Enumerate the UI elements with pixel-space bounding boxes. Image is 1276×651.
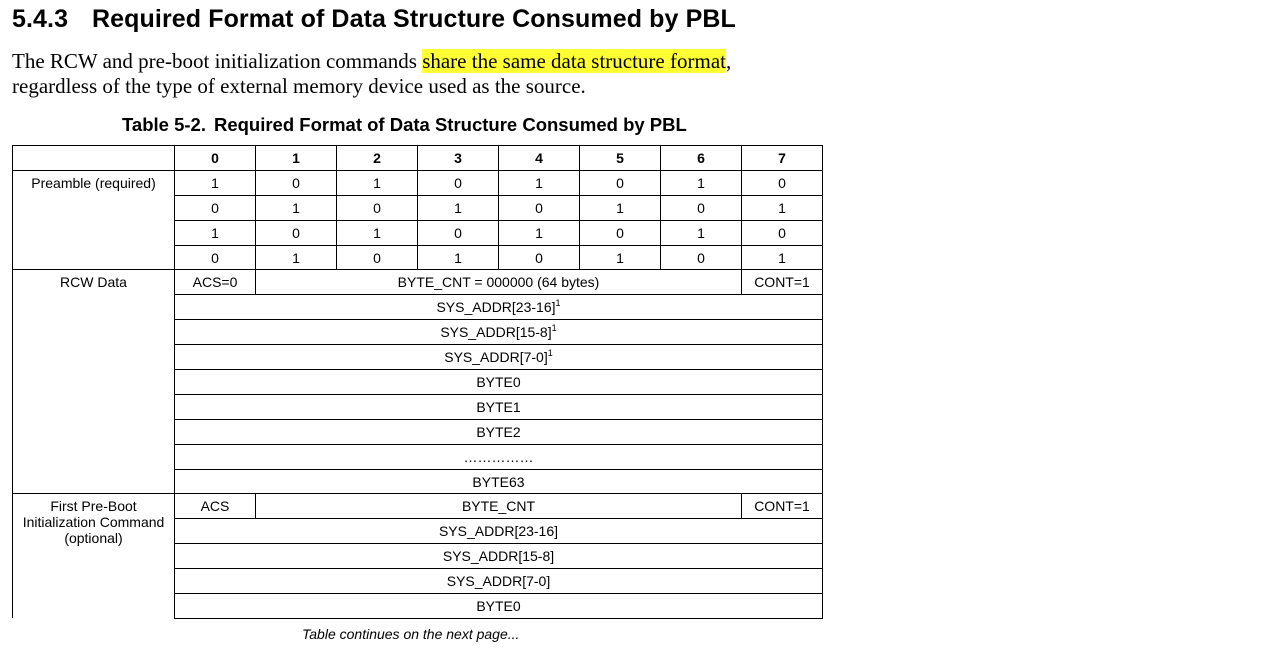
bit-cell: 1 <box>418 245 499 270</box>
bit-cell: 0 <box>499 195 580 220</box>
cmd-data-cell: SYS_ADDR[7-0] <box>175 569 823 594</box>
byte-cnt-cell: BYTE_CNT = 000000 (64 bytes) <box>256 270 742 295</box>
cmd-data-cell: SYS_ADDR[23-16] <box>175 519 823 544</box>
bit-cell: 1 <box>499 220 580 245</box>
highlighted-text[interactable]: share the same data structure format <box>422 49 726 73</box>
acs-cell: ACS <box>175 494 256 519</box>
pbl-format-table <box>12 145 823 619</box>
preamble-label: Preamble (required) <box>13 170 175 270</box>
rcw-data-cell: BYTE2 <box>175 419 823 444</box>
bit-cell: 0 <box>661 195 742 220</box>
rcw-data-cell <box>175 320 823 345</box>
footnote-mark: 1 <box>551 323 557 334</box>
header-cell-corner <box>13 146 175 171</box>
bit-cell: 1 <box>256 195 337 220</box>
rcw-data-text: SYS_ADDR[23-16] <box>436 299 556 316</box>
cont-cell: CONT=1 <box>742 270 823 295</box>
bit-cell: 1 <box>661 220 742 245</box>
cmd-data-cell: BYTE0 <box>175 594 823 619</box>
rcw-data-cell <box>175 295 823 320</box>
cont-cell: CONT=1 <box>742 494 823 519</box>
byte-cnt-cell: BYTE_CNT <box>256 494 742 519</box>
first-cmd-label: First Pre-Boot Initialization Command (optional) <box>13 494 175 618</box>
header-cell-bit: 3 <box>418 146 499 171</box>
bit-cell: 1 <box>337 220 418 245</box>
bit-cell: 0 <box>418 220 499 245</box>
bit-cell: 1 <box>661 170 742 195</box>
bit-cell: 0 <box>742 220 823 245</box>
cmd-data-cell: SYS_ADDR[15-8] <box>175 544 823 569</box>
bit-cell: 0 <box>580 170 661 195</box>
bit-cell: 0 <box>418 170 499 195</box>
section-heading <box>12 5 736 34</box>
bit-cell: 1 <box>256 245 337 270</box>
bit-cell: 0 <box>580 220 661 245</box>
table-continues-note: Table continues on the next page... <box>302 626 520 642</box>
rcw-data-cell: BYTE1 <box>175 394 823 419</box>
table-title: Required Format of Data Structure Consumed by PBL <box>213 114 687 135</box>
bit-cell: 1 <box>580 195 661 220</box>
bit-cell: 0 <box>337 195 418 220</box>
bit-cell: 1 <box>499 170 580 195</box>
bit-cell: 0 <box>499 245 580 270</box>
bit-cell: 1 <box>580 245 661 270</box>
rcw-header-row <box>13 270 823 295</box>
paragraph-text-before: The RCW and pre-boot initialization commands <box>12 49 423 73</box>
header-cell-bit: 5 <box>580 146 661 171</box>
bit-cell: 1 <box>418 195 499 220</box>
rcw-data-cell <box>175 345 823 370</box>
bit-cell: 0 <box>175 245 256 270</box>
bit-cell: 0 <box>256 170 337 195</box>
bit-cell: 0 <box>742 170 823 195</box>
rcw-data-text: SYS_ADDR[7-0] <box>444 349 548 366</box>
header-cell-bit: 0 <box>175 146 256 171</box>
rcw-ellipsis-cell: …………… <box>175 444 823 469</box>
bit-cell: 0 <box>661 245 742 270</box>
bit-cell: 1 <box>175 220 256 245</box>
cmd-header-row <box>13 494 823 519</box>
header-cell-bit: 1 <box>256 146 337 171</box>
footnote-mark: 1 <box>555 298 561 309</box>
table-caption <box>122 114 687 136</box>
bit-cell: 1 <box>742 245 823 270</box>
preamble-row <box>13 170 823 195</box>
table-number: Table 5-2. <box>122 114 206 135</box>
paragraph-text-after: , regardless of the type of external memory device used as the source. <box>12 49 732 98</box>
footnote-mark: 1 <box>547 348 553 359</box>
rcw-data-cell: BYTE0 <box>175 370 823 395</box>
header-cell-bit: 2 <box>337 146 418 171</box>
header-cell-bit: 6 <box>661 146 742 171</box>
bit-cell: 1 <box>337 170 418 195</box>
bit-cell: 0 <box>175 195 256 220</box>
rcw-label: RCW Data <box>13 270 175 494</box>
bit-cell: 0 <box>337 245 418 270</box>
section-number: 5.4.3 <box>12 5 69 33</box>
acs-cell: ACS=0 <box>175 270 256 295</box>
body-paragraph <box>12 49 812 99</box>
table-header-row <box>13 146 823 171</box>
bit-cell: 0 <box>256 220 337 245</box>
header-cell-bit: 4 <box>499 146 580 171</box>
header-cell-bit: 7 <box>742 146 823 171</box>
bit-cell: 1 <box>175 170 256 195</box>
section-title: Required Format of Data Structure Consumed by PBL <box>92 5 736 33</box>
bit-cell: 1 <box>742 195 823 220</box>
rcw-data-cell: BYTE63 <box>175 469 823 494</box>
rcw-data-text: SYS_ADDR[15-8] <box>440 324 552 341</box>
